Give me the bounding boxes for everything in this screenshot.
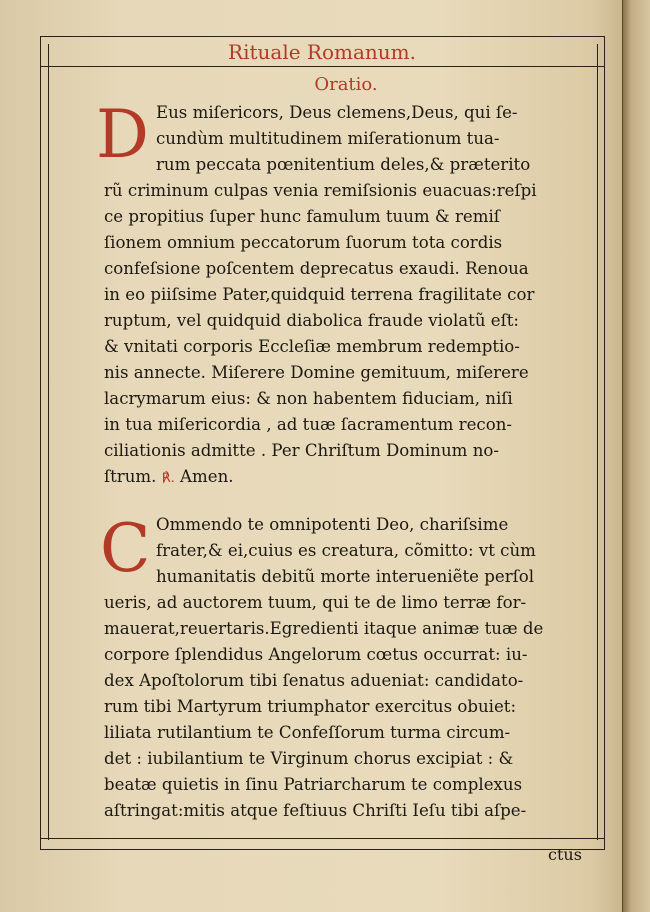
text-line: ciliationis admitte . Per Chriſtum Dominum no-	[104, 441, 499, 460]
text-line: beatæ quietis in ſinu Patriarcharum te complexus	[104, 775, 523, 794]
text-line: aſtringat:mitis atque feſtiuus Chriſti Ieſu tibi aſpe-	[104, 801, 527, 820]
text-line: Eus miſericors, Deus clemens,Deus, qui ſe-	[156, 103, 518, 122]
running-head: Rituale Romanum.	[228, 40, 416, 64]
catchword: ctus	[548, 845, 582, 864]
text-line: ruptum, vel quidquid diabolica fraude violatũ eſt:	[104, 311, 520, 330]
text-line: liliata rutilantium te Confeſſorum turma circum-	[104, 723, 511, 742]
text-line: rum peccata pœnitentium deles,& præterito	[156, 155, 531, 174]
response-mark: ℟.	[161, 471, 175, 486]
text-line: dex Apoſtolorum tibi ſenatus adueniat: candidato-	[104, 671, 524, 690]
drop-cap-c: C	[100, 510, 151, 587]
final-word: ſtrum.	[104, 467, 157, 486]
text-line: rum tibi Martyrum triumphator exercitus obuiet:	[104, 697, 517, 716]
text-line: Ommendo te omnipotenti Deo, chariſsime	[156, 515, 509, 534]
text-line: cundùm multitudinem miſerationum tua-	[156, 129, 500, 148]
footer-rule	[40, 838, 604, 839]
text-line: rũ criminum culpas venia remiſsionis euacuas:reſpi	[104, 181, 537, 200]
adjacent-page-edge	[622, 0, 650, 912]
text-line-final	[104, 464, 234, 490]
text-line: ueris, ad auctorem tuum, qui te de limo terræ for-	[104, 593, 527, 612]
drop-cap-d: D	[96, 96, 149, 173]
text-line: confeſsione poſcentem deprecatus exaudi. Renoua	[104, 259, 529, 278]
text-line: lacrymarum eius: & non habentem fiduciam, niſi	[104, 389, 513, 408]
text-line: corpore ſplendidus Angelorum cœtus occurrat: iu-	[104, 645, 528, 664]
text-line: det : iubilantium te Virginum chorus excipiat : &	[104, 749, 514, 768]
text-line: in tua miſericordia , ad tuæ ſacramentum recon-	[104, 415, 513, 434]
section-title: Oratio.	[314, 74, 378, 95]
text-line: mauerat,reuertaris.Egredienti itaque animæ tuæ de	[104, 619, 544, 638]
text-line: humanitatis debitũ morte interueniẽte perſol	[156, 567, 535, 586]
header-rule	[40, 66, 604, 67]
text-line: ce propitius ſuper hunc famulum tuum & remiſ	[104, 207, 500, 226]
text-line: nis annecte. Miſerere Domine gemituum, miſerere	[104, 363, 529, 382]
text-line: & vnitati corporis Eccleſiæ membrum redemptio-	[104, 337, 520, 356]
text-line: ſionem omnium peccatorum ſuorum tota cordis	[104, 233, 503, 252]
amen-text: Amen.	[180, 467, 234, 486]
text-line: in eo piiſsime Pater,quidquid terrena fragilitate cor	[104, 285, 535, 304]
text-line: frater,& ei,cuius es creatura, cõmitto: vt cùm	[156, 541, 536, 560]
